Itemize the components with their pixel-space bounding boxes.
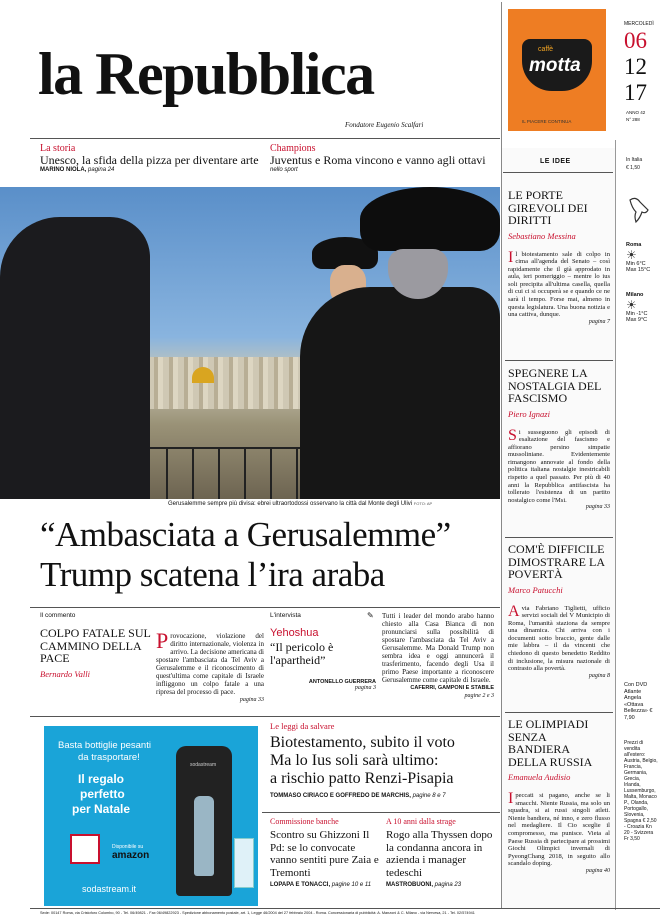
idee-dropcap: I [508,248,514,266]
ad-url: sodastream.it [82,884,137,894]
sidebar-abroad-note: Con DVD Atlante Angela «Ottava Bellezza» € 7,90 [624,682,653,721]
date-weekday: MERCOLEDÌ [624,21,654,27]
left-figure [0,217,150,499]
weather-city: Milano [626,292,644,298]
teaser-champions[interactable] [270,143,495,173]
price-value: € 1,50 [626,165,640,171]
lead-text-block[interactable] [382,612,494,700]
photo-credit: FOTO: AP [413,501,433,506]
weather-roma [626,242,656,274]
weather-min: Min -1°C [626,310,648,317]
idee-text: peccati si pagano, anche se li smacchi. Niente Russia, ma solo un squadra, si ai russi singoli atleti. Niente bandiera, né inno, e zero flusso nel medagliere. Il Cio sceglie il compromesso, ma punisce. Vieta al Paese Russia di partecipare ai prossimi Giochi Olimpici invernali di PyeongChang 2018, in seguito allo scandalo doping. [508,792,610,868]
soda-bottle [194,796,214,876]
gift-box-icon [70,834,100,864]
teaser-storia[interactable] [40,143,262,173]
weather-max: Max 9°C [626,317,648,323]
colophon: Sede: 00147 Roma, via Cristoforo Colombo, 90 - Tel. 06/49821 - Fax 06/49822923 - Spedizione abbonamento postale, art. 1, Legge 46/2004 del 27 febbraio 2004 - Roma. Concessionaria di pubblicità: A. Manzoni & C. Milano - via Nervesa, 21 - Tel. 02/574941 [40,911,475,915]
idee-item-2[interactable] [508,367,610,510]
teaser-kicker: La storia [40,143,76,154]
price-label: In Italia [626,157,643,163]
commento-body: rovocazione, violazione del diritto internazionale, violenza in arrivo. La decisione americana di spostare l'ambasciata da Tel Aviv a Gerusalemme e il riconoscimento di quest'ultima come capitale di Israele infliggono un colpo fatale a una ripresa del processo di pace. [156,632,264,696]
idee-title: LE PORTE GIREVOLI DEI DIRITTI [508,188,588,227]
date-day: 06 [624,28,647,53]
lead-text-byline: CAFERRI, GAMPONI E STABILE [410,685,494,691]
idee-page: pagina 40 [585,867,610,874]
teaser-page: pagina 24 [88,167,115,173]
headline-line2: Trump scatena l’ira araba [40,555,385,594]
date-numero: N° 288 [626,117,640,122]
sponsor-brand-small: caffè [538,46,554,53]
golden-dome [192,367,214,383]
photo-caption [168,501,432,507]
right-figure [300,287,500,499]
idee-dropcap: S [508,426,517,444]
idee-byline: Marco Patucchi [508,584,563,595]
idee-item-3[interactable] [508,543,610,679]
idee-item-4[interactable] [508,718,610,874]
biotest-line3: a rischio patto Renzi-Pisapia [270,770,454,787]
biotest-page: pagine 8 e 7 [412,793,446,799]
date-anno: ANNO 42 [626,110,646,115]
idee-title: SPEGNERE LA NOSTALGIA DEL FASCISMO [508,366,601,405]
banche-byline: LOPAPA E TONACCI, [270,882,331,888]
date-year: 17 [624,80,647,105]
idee-header: LE IDEE [540,158,571,165]
idee-text: via Fabriano Tiglietti, ufficio servizi sociali del V Municipio di Roma, l'umanità staziona da sempre una dinamica. Chi arriva con i documenti sotto braccio, gente dalle mie labbra – il da vincenti che chiedono di questo benedetto Reddito di inclusione, la misura nazionale di contrasto alla povertà. [508,604,610,673]
lead-photo[interactable] [0,187,500,499]
weather-milano [626,292,656,324]
ad-line2: da trasportare! [78,752,140,763]
thyssen-title: Rogo alla Thyssen dopo la condanna ancora in azienda i manager tedeschi [386,829,493,879]
banche-page: pagine 10 e 11 [331,882,372,888]
banche-block[interactable] [270,817,382,888]
banche-kicker: Commissione banche [270,817,339,826]
lead-text-page: pagine 2 e 3 [464,693,494,699]
idee-text: i susseguono gli episodi di esaltazione del fascismo e affiorano persino simpatie mussoliniane. Evidentemente rimangono annovate al fondo della politica italiana nostalgie inestricabili rispetto a quel passato. Per più di 40 anni la Repubblica antifascista ha tollerato l'esistenza di un partito nostalgico come l'Msi. [508,428,610,504]
idee-text: l biotestamento sale di colpo in cima all'agenda del Senato – così rapidamente che il già approdato in aula, ieri pomeriggio – mentre lo ius soli precipita all'ultima casella, quella di cui ci si occuperà se e quando ce ne sarà il tempo. Forse mai, almeno in questa legislatura. Una buona notizia e una cattiva, dunque. [508,250,610,319]
italy-map-icon [626,196,652,224]
ad-product: sodastream [190,762,217,768]
drink-glass [234,838,254,888]
idee-item-1[interactable] [508,189,610,325]
sidebar-prices-note: Prezzi di vendita all'estero: Austria, Belgio, Francia, Germania, Grecia, Irlanda, Lussemburgo, Malta, Monaco P., Olanda, Portogallo, Slovenia, Spagna € 2,50 - Croazia Kn 20 - Svizzera Fr 3,50 [624,740,658,842]
intervista-block[interactable] [270,612,376,691]
commento-kicker: Il commento [40,612,76,619]
banche-title: Scontro su Ghizzoni Il Pd: se lo convocate vanno sentiti pure Zaia e Tremonti [270,829,379,879]
intervista-byline: ANTONELLO GUERRERA [308,679,376,685]
idee-page: pagina 8 [588,672,610,679]
intervista-page: pagina 3 [354,685,376,691]
weather-min: Min 6°C [626,260,646,267]
idee-byline: Sebastiano Messina [508,230,576,241]
weather-max: Max 15°C [626,267,651,273]
gray-strip [501,2,502,908]
ad-promo3: per Natale [72,802,131,816]
sodastream-ad[interactable] [44,726,258,906]
biotest-block[interactable] [270,721,498,799]
ad-line1: Basta bottiglie pesanti [58,740,151,751]
right-column-strip [615,140,616,910]
ad-promo2: perfetto [80,787,125,801]
ad-store: amazon [112,850,150,861]
photo-caption-text: Gerusalemme sempre più divisa: ebrei ultraortodossi osservano la città dal Monte degli Ulivi [168,501,413,507]
sponsor-tagline: IL PIACERE CONTINUA [522,119,572,124]
idee-title: COM'È DIFFICILE DIMOSTRARE LA POVERTÀ [508,542,605,581]
thyssen-page: pagina 23 [434,882,462,888]
idee-page: pagina 7 [588,318,610,325]
main-headline[interactable] [40,515,500,595]
lead-text-body: Tutti i leader del mondo arabo hanno chiesto alla Casa Bianca di non pronunciarsi sulla possibilità di spostare l'ambasciata da Tel Aviv a Gerusalemme. Ma Donald Trump non sembra idea e oggi annuncerà il trasferimento, facendo degli Usa il primo Paese importante a riconoscere Gerusalemme come capitale di Israele. [382,612,494,684]
ad-promo1: Il regalo [78,772,125,786]
idee-byline: Emanuela Audisio [508,772,571,782]
biotest-line1: Biotestamento, subito il voto [270,734,455,751]
pen-icon: ✎ [367,611,374,620]
intervista-kicker: L'intervista [270,612,301,619]
thyssen-kicker: A 10 anni dalla strage [386,817,456,826]
teaser-title: Juventus e Roma vincono e vanno agli ottavi [270,153,486,167]
idee-dropcap: A [508,602,520,620]
founder-line: Fondatore Eugenio Scalfari [345,121,424,129]
teaser-title: Unesco, la sfida della pizza per diventare arte [40,153,259,167]
sun-icon: ☀ [626,297,637,312]
intervista-quote: “Il pericolo è l'apartheid” [270,640,334,667]
commento-page: pagina 33 [239,697,264,703]
biotest-line2: Ma lo Ius soli sarà ultimo: [270,752,439,769]
intervista-name: Yehoshua [270,627,319,639]
idee-byline: Piero Ignazi [508,408,550,419]
commento-text [156,628,264,704]
sponsor-logo[interactable] [508,9,606,131]
commento-dropcap: P [156,628,169,653]
biotest-byline: TOMMASO CIRIACO E GOFFREDO DE MARCHIS, [270,793,411,799]
big-hat [360,187,500,251]
thyssen-block[interactable] [386,817,496,888]
idee-title: LE OLIMPIADI SENZA BANDIERA DELLA RUSSIA [508,717,593,769]
teaser-kicker: Champions [270,143,316,154]
commento-byline: Bernardo Valli [40,668,90,679]
idee-page: pagina 33 [585,504,610,511]
biotest-kicker: Le leggi da salvare [270,721,335,731]
weather-city: Roma [626,242,642,248]
sun-icon: ☀ [626,247,637,262]
thyssen-byline: MASTROBUONI, [386,882,433,888]
teaser-byline: MARINO NIOLA, [40,167,87,173]
commento-title: COLPO FATALE SUL CAMMINO DELLA PACE [40,626,151,665]
teaser-byline: nello sport [270,167,298,173]
headline-line1: “Ambasciata a Gerusalemme” [40,515,451,554]
commento-block[interactable] [40,612,152,679]
masthead-title: la Repubblica [38,41,374,107]
idee-dropcap: I [508,790,514,807]
date-month: 12 [624,54,647,79]
ad-distrib: Disponibile su [112,844,144,850]
sponsor-brand: motta [529,55,581,76]
